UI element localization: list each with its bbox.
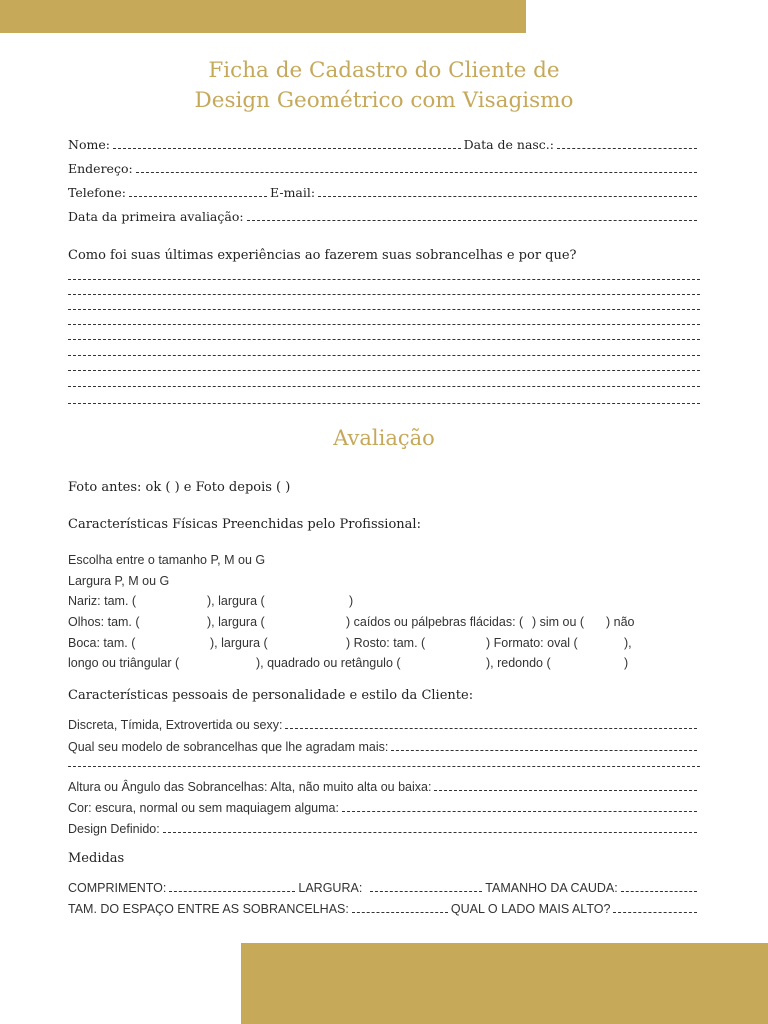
answer-line[interactable]	[68, 279, 700, 280]
olhos-sim: ) sim ou (	[532, 615, 585, 629]
answer-line[interactable]	[68, 355, 700, 356]
telefone-field[interactable]	[129, 195, 267, 197]
answer-line[interactable]	[68, 324, 700, 325]
nariz-largura: ), largura (	[207, 594, 265, 608]
nariz-close: )	[349, 594, 354, 608]
medidas-heading: Medidas	[68, 851, 125, 866]
redondo: ), redondo (	[486, 656, 551, 670]
row-medidas-1	[68, 875, 700, 895]
boca-tam: Boca: tam. (	[68, 636, 136, 650]
longo-close: )	[624, 656, 629, 670]
answer-line[interactable]	[68, 294, 700, 295]
foto-line: Foto antes: ok ( ) e Foto depois ( )	[68, 480, 291, 495]
boca-formato: ) Formato: oval (	[486, 636, 578, 650]
espaco-label: TAM. DO ESPAÇO ENTRE AS SOBRANCELHAS:	[68, 902, 349, 916]
experiencias-question: Como foi suas últimas experiências ao fazerem suas sobrancelhas e por que?	[68, 248, 577, 263]
answer-line[interactable]	[68, 403, 700, 404]
row-nome	[68, 132, 700, 152]
endereco-field[interactable]	[136, 171, 697, 173]
form-title-line1: Ficha de Cadastro do Cliente de	[208, 58, 560, 83]
row-primeira-avaliacao	[68, 204, 700, 224]
answer-line[interactable]	[68, 339, 700, 340]
telefone-label: Telefone:	[68, 185, 126, 200]
email-field[interactable]	[318, 195, 697, 197]
design-field[interactable]	[163, 831, 697, 833]
olhos-largura: ), largura (	[207, 615, 265, 629]
olhos-tam: Olhos: tam. (	[68, 615, 140, 629]
top-accent-band	[0, 0, 526, 33]
lado-label: QUAL O LADO MAIS ALTO?	[450, 902, 611, 916]
cor-label: Cor: escura, normal ou sem maquiagem alguma:	[68, 801, 339, 815]
email-label: E-mail:	[269, 185, 316, 200]
row-design	[68, 816, 700, 836]
row-modelo	[68, 734, 700, 754]
boca-largura: ), largura (	[210, 636, 268, 650]
largura-field[interactable]	[370, 890, 482, 892]
cor-field[interactable]	[342, 810, 697, 812]
nome-field[interactable]	[113, 147, 461, 149]
data-nasc-label: Data de nasc.:	[463, 137, 554, 152]
primeira-avaliacao-field[interactable]	[247, 219, 697, 221]
row-discreta	[68, 712, 700, 732]
altura-label: Altura ou Ângulo das Sobrancelhas: Alta, não muito alta ou baixa:	[68, 780, 432, 794]
answer-line[interactable]	[68, 309, 700, 310]
pessoais-heading: Características pessoais de personalidade e estilo da Cliente:	[68, 688, 474, 703]
espaco-field[interactable]	[352, 911, 448, 913]
answer-line[interactable]	[68, 386, 700, 387]
nome-label: Nome:	[68, 137, 110, 152]
cauda-label: TAMANHO DA CAUDA:	[485, 881, 618, 895]
avaliacao-heading: Avaliação	[333, 426, 435, 450]
largura-text: Largura P, M ou G	[68, 574, 170, 588]
quadrado-retangulo: ), quadrado ou retângulo (	[256, 656, 401, 670]
comprimento-field[interactable]	[169, 890, 295, 892]
answer-line[interactable]	[68, 370, 700, 371]
altura-field[interactable]	[434, 789, 697, 791]
discreta-field[interactable]	[285, 727, 697, 729]
primeira-avaliacao-label: Data da primeira avaliação:	[68, 209, 244, 224]
data-nasc-field[interactable]	[557, 147, 697, 149]
row-cor	[68, 795, 700, 815]
escolha-text: Escolha entre o tamanho P, M ou G	[68, 553, 266, 567]
form-title-line2: Design Geométrico com Visagismo	[194, 88, 574, 113]
row-medidas-2	[68, 896, 700, 916]
endereco-label: Endereço:	[68, 161, 133, 176]
modelo-field[interactable]	[391, 749, 697, 751]
cauda-field[interactable]	[621, 890, 697, 892]
comprimento-label: COMPRIMENTO:	[68, 881, 167, 895]
nariz-tam: Nariz: tam. (	[68, 594, 137, 608]
modelo-label: Qual seu modelo de sobrancelhas que lhe agradam mais:	[68, 740, 389, 754]
olhos-nao: ) não	[606, 615, 635, 629]
row-telefone	[68, 180, 700, 200]
modelo-extra-line[interactable]	[68, 766, 700, 767]
lado-field[interactable]	[613, 911, 697, 913]
row-altura	[68, 774, 700, 794]
discreta-label: Discreta, Tímida, Extrovertida ou sexy:	[68, 718, 283, 732]
boca-close: ),	[624, 636, 632, 650]
design-label: Design Definido:	[68, 822, 160, 836]
longo-triangular: longo ou triângular (	[68, 656, 180, 670]
largura-label: LARGURA:	[298, 881, 363, 895]
fisicas-heading: Características Físicas Preenchidas pelo Profissional:	[68, 517, 421, 532]
olhos-caidos: ) caídos ou pálpebras flácidas: (	[346, 615, 524, 629]
bottom-accent-band	[241, 943, 768, 1024]
boca-rosto: ) Rosto: tam. (	[346, 636, 426, 650]
row-endereco	[68, 156, 700, 176]
